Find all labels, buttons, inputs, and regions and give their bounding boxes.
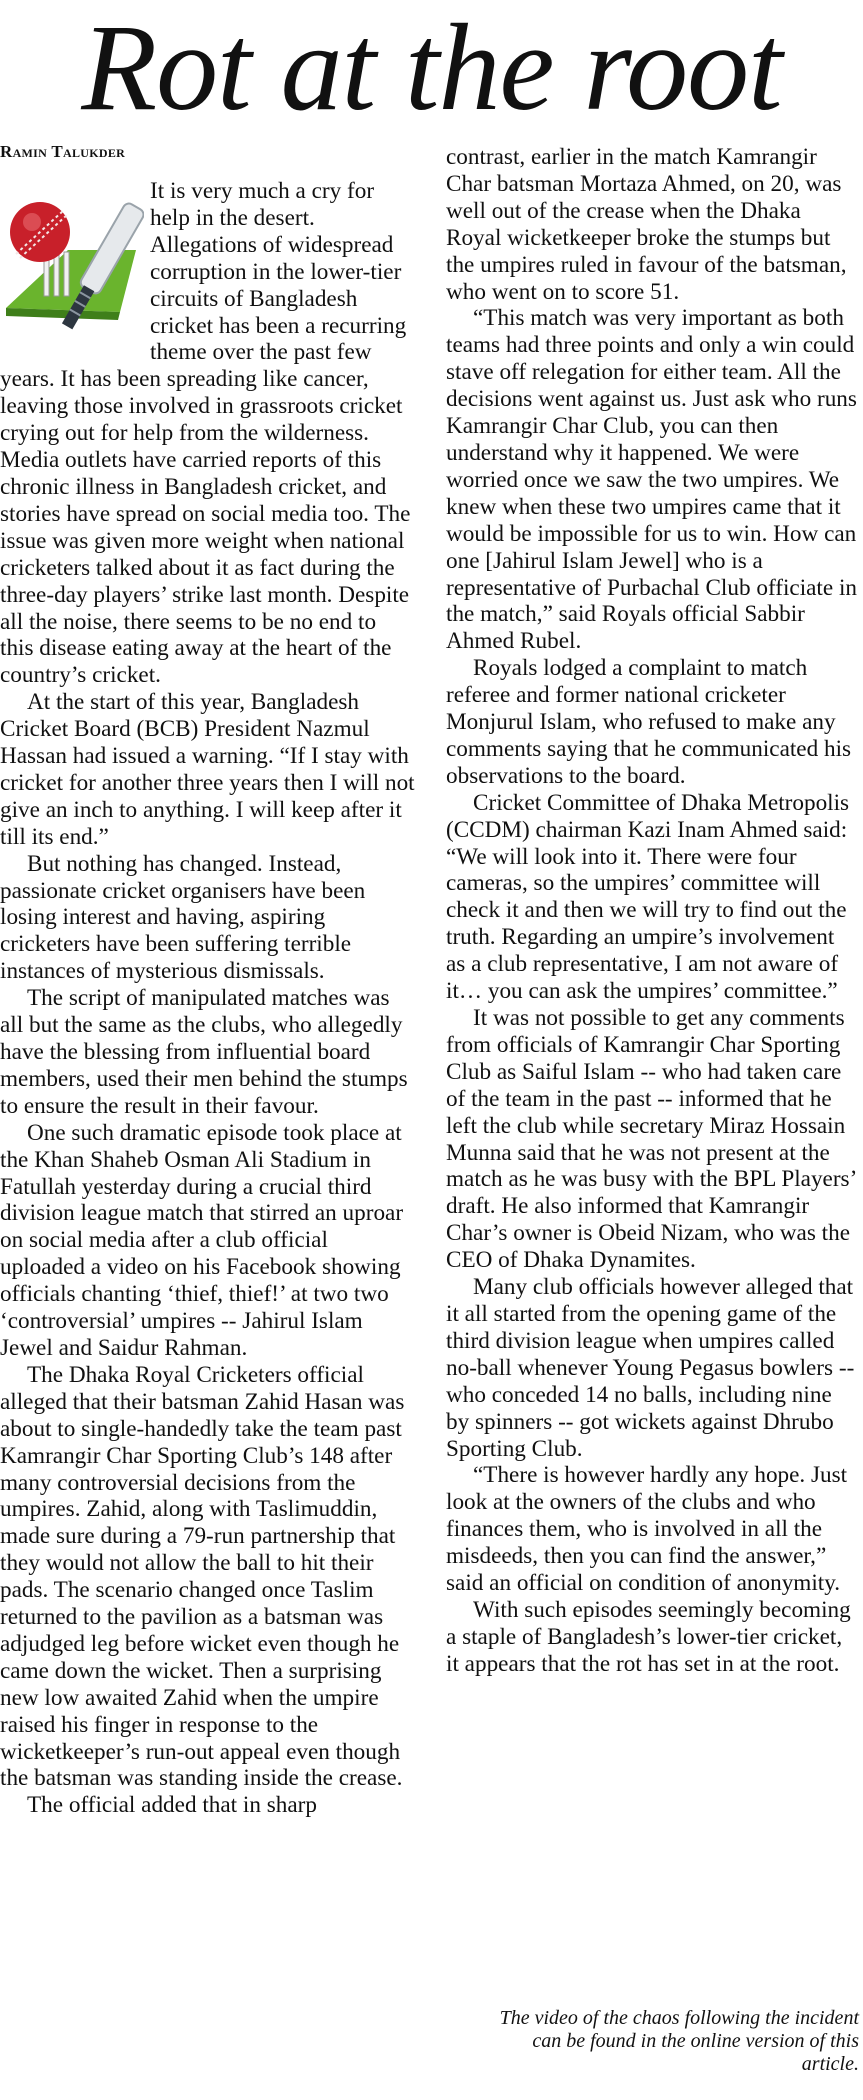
paragraph: At the start of this year, Bangladesh Cricket Board (BCB) President Nazmul Hassan had issued a warning. “If I stay with cricket for another three years then I will not give an inch to anything. I will keep after it till its end.” <box>0 689 415 850</box>
paragraph: contrast, earlier in the match Kamrangir Char batsman Mortaza Ahmed, on 20, was well out of the crease when the Dhaka Royal wicketkeeper broke the stumps but the umpires ruled in favour of the batsman, who went on to score 51. <box>446 144 847 305</box>
paragraph: “This match was very important as both teams had three points and only a win could stave off relegation for either team. All the decisions went against us. Just ask who runs Kamrangir Char Club, you can then understand why it happened. We were worried once we saw the two umpires. We knew when these two umpires came that it would be impossible for us to win. How can one [Jahirul Islam Jewel] who is a representative of Purbachal Club officiate in the match,” said Royals official Sabbir Ahmed Rubel. <box>446 305 858 655</box>
paragraph: The Dhaka Royal Cricketers official alleged that their batsman Zahid Hasan was about to single-handedly take the team past Kamrangir Char Sporting Club’s 148 after many controversial decisions from the umpires. Zahid, along with Taslimuddin, made sure during a 79-run partnership that they would not allow the ball to hit their pads. The scenario changed once Taslim returned to the pavilion as a batsman was adjudged leg before wicket even though he came down the wicket. Then a surprising new low awaited Zahid when the umpire raised his finger in response to the wicketkeeper’s run-out appeal even though the batsman was standing inside the crease. <box>0 1361 405 1792</box>
paragraph: But nothing has changed. Instead, passionate cricket organisers have been losing interest and having, aspiring cricketers have been suffering terrible instances of mysterious dismissals. <box>0 850 366 985</box>
paragraph: Cricket Committee of Dhaka Metropolis (CCDM) chairman Kazi Inam Ahmed said: “We will look into it. There were four cameras, so the umpires’ committee will check it and then we will try to find out the truth. Regarding an umpire’s involvement as a club representative, I am not aware of it… you can ask the umpires’ committee.” <box>446 789 850 1005</box>
paragraph: Royals lodged a complaint to match referee and former national cricketer Monjurul Islam, who refused to make any comments saying that he communicated his observations to the board. <box>446 655 852 789</box>
article-column-right <box>446 144 859 1678</box>
footnote: The video of the chaos following the incident can be found in the online version of this article. <box>499 2007 859 2075</box>
paragraph: With such episodes seemingly becoming a staple of Bangladesh’s lower-tier cricket, it appears that the rot has set in at the root. <box>446 1596 851 1677</box>
cricket-ball-bat-stumps-icon <box>2 188 144 344</box>
paragraph: One such dramatic episode took place at the Khan Shaheb Osman Ali Stadium in Fatullah yesterday during a crucial third division league match that stirred an uproar on social media after a club official uploaded a video on his Facebook showing officials chanting ‘thief, thief!’ at two two ‘controversial’ umpires -- Jahirul Islam Jewel and Saidur Rahman. <box>0 1119 404 1361</box>
paragraph: It was not possible to get any comments from officials of Kamrangir Char Sporting Club as Saiful Islam -- who had taken care of the team in the past -- informed that he left the club while secretary Miraz Hossain Munna said that he was not present at the match as he was busy with the BPL Players’ draft. He also informed that Kamrangir Char’s owner is Obeid Nizam, who was the CEO of Dhaka Dynamites. <box>446 1005 856 1274</box>
byline: Ramin Talukder <box>0 142 126 161</box>
article-column-left <box>0 178 415 1819</box>
paragraph: Many club officials however alleged that it all started from the opening game of the third division league when umpires called no-ball whenever Young Pegasus bowlers -- who conceded 14 no balls, including nine by spinners -- got wickets against Dhrubo Sporting Club. <box>446 1274 855 1462</box>
paragraph: The script of manipulated matches was all but the same as the clubs, who allegedly have the blessing from influential board members, used their men behind the stumps to ensure the result in their favour. <box>0 985 408 1119</box>
headline: Rot at the root <box>81 0 782 136</box>
paragraph: The official added that in sharp <box>27 1792 317 1819</box>
paragraph: “There is however hardly any hope. Just look at the owners of the clubs and who finances them, who is involved in all the misdeeds, then you can find the answer,” said an official on condition of anonymity. <box>446 1462 848 1597</box>
paragraph: It is very much a cry for help in the desert. Allegations of widespread corruption in the lower-tier circuits of Bangladesh cricket has been a recurring theme over the past few years. It has been spreading like cancer, leaving those involved in grassroots cricket crying out for help from the wilderness. Media outlets have carried reports of this chronic illness in Bangladesh cricket, and stories have spread on social media too. The issue was given more weight when national cricketers talked about it as fact during the three-day players’ strike last month. Despite all the noise, there seems to be no end to this disease eating away at the heart of the country’s cricket. <box>0 178 411 689</box>
